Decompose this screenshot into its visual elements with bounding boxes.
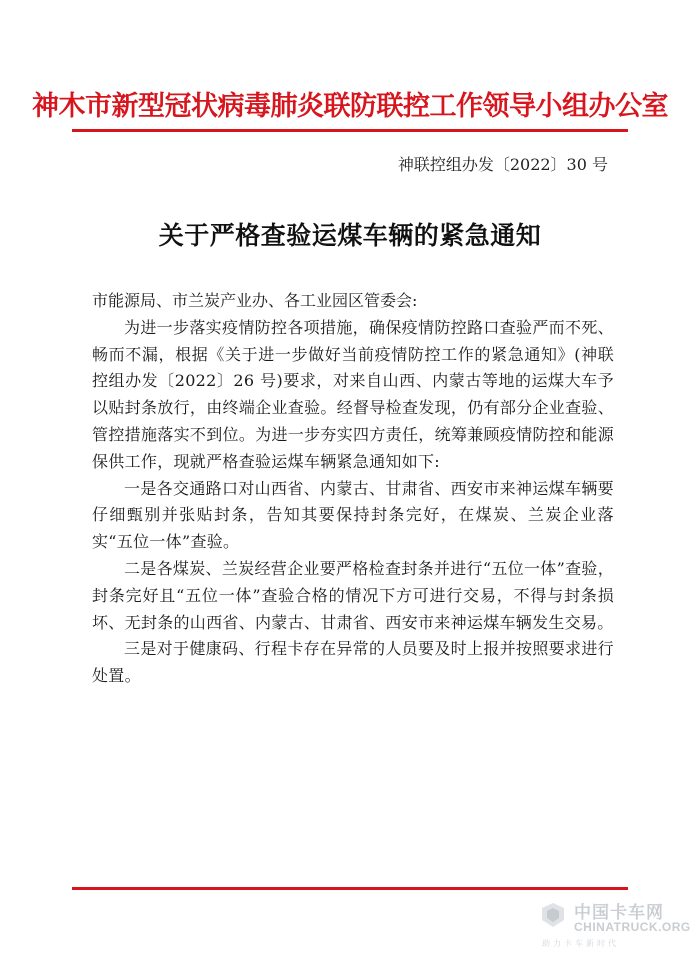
paragraph-item-3: 三是对于健康码、行程卡存在异常的人员要及时上报并按照要求进行处置。 <box>92 639 614 686</box>
issuer-header: 神木市新型冠状病毒肺炎联防联控工作领导小组办公室 <box>32 91 668 122</box>
document-number: 神联控组办发〔2022〕30 号 <box>397 155 608 174</box>
footer-divider-rule <box>72 887 628 890</box>
truck-logo-icon <box>538 900 568 930</box>
watermark-name-en: CHINATRUCK.ORG <box>574 920 691 934</box>
document-title: 关于严格查验运煤车辆的紧急通知 <box>158 221 542 250</box>
paragraph-item-1: 一是各交通路口对山西省、内蒙古、甘肃省、西安市来神运煤车辆要仔细甄别并张贴封条，告知其要保持封条完好，在煤炭、兰炭企业落实“五位一体”查验。 <box>92 478 614 552</box>
header-divider-rule <box>72 129 628 132</box>
watermark-slogan: 助力卡车新时代 <box>542 939 619 948</box>
watermark-name-cn: 中国卡车网 <box>574 903 664 923</box>
document-body <box>92 288 614 690</box>
watermark <box>538 896 700 952</box>
paragraph-item-2: 二是各煤炭、兰炭经营企业要严格检查封条并进行“五位一体”查验，封条完好且“五位一体”查验合格的情况下方可进行交易，不得与封条损坏、无封条的山西省、内蒙古、甘肃省、西安市来神运煤车辆发生交易。 <box>92 558 614 632</box>
paragraph-intro: 为进一步落实疫情防控各项措施，确保疫情防控路口查验严而不死、畅而不漏，根据《关于进一步做好当前疫情防控工作的紧急通知》(神联控组办发〔2022〕26 号)要求，对来自山西、内蒙古等地的运煤大车予以贴封条放行，由终端企业查验。经督导检查发现，仍有部分企业查验、管控措施落实不到位。为进一步夯实四方责任，统筹兼顾疫情防控和能源保供工作，现就严格查验运煤车辆紧急通知如下: <box>92 317 614 471</box>
salutation: 市能源局、市兰炭产业办、各工业园区管委会: <box>92 291 418 310</box>
